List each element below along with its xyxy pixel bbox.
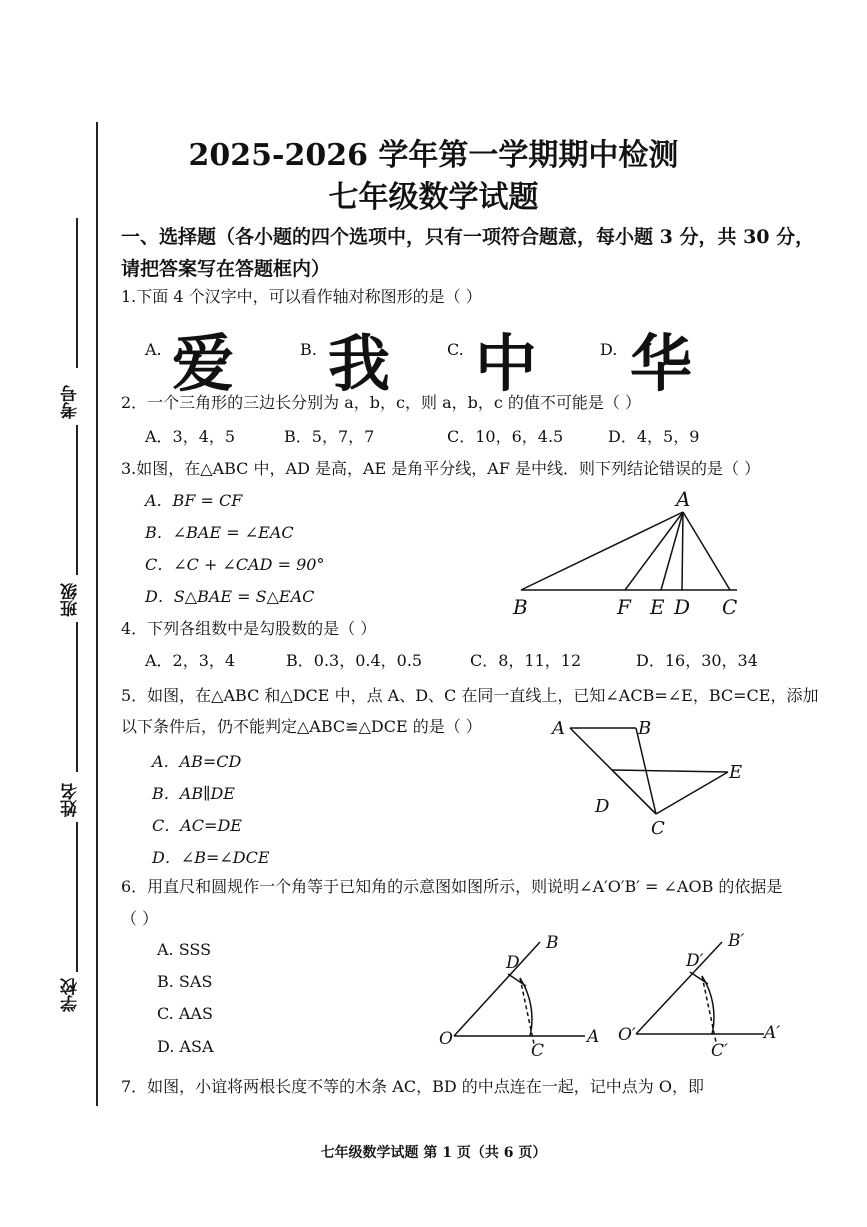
q5-label-c: C: [651, 818, 665, 839]
name-label: 姓名: [61, 783, 81, 817]
q5-option-b: B．AB∥DE: [152, 784, 235, 803]
q6-angle-figure-original: [430, 928, 610, 1064]
q1-option-c-label: C.: [447, 340, 464, 359]
page-footer: 七年级数学试题 第 1 页（共 6 页）: [320, 1145, 547, 1161]
q6-fig2-label-d: D′: [686, 951, 704, 971]
q1-option-d-label: D.: [600, 340, 618, 359]
section-heading: 一、选择题（各小题的四个选项中，只有一项符合题意，每小题 3 分，共 30 分，请把答案写在答题框内）: [121, 226, 815, 280]
q6-fig2-label-c: C′: [711, 1041, 728, 1061]
q3-option-b: B．∠BAE = ∠EAC: [145, 523, 294, 542]
q4-option-a: A．2，3，4: [145, 651, 236, 670]
q1-option-a-char: 爱: [172, 327, 235, 400]
q6-fig2-label-o: O′: [618, 1025, 636, 1045]
q4-stem: 4．下列各组数中是勾股数的是（ ）: [121, 619, 377, 638]
q3-label-a: A: [676, 487, 691, 511]
q3-label-c: C: [722, 595, 738, 619]
q1-option-a-label: A.: [145, 340, 162, 359]
q6-option-d: D. ASA: [157, 1037, 214, 1056]
q2-option-b: B．5，7，7: [284, 427, 375, 446]
q3-label-d: D: [674, 595, 691, 619]
q3-stem: 3.如图，在△ABC 中，AD 是高，AE 是角平分线，AF 是中线．则下列结论错误的是（ ）: [121, 459, 761, 478]
school-line: [76, 822, 78, 972]
q3-label-f: F: [617, 595, 631, 619]
q4-option-b: B．0.3，0.4，0.5: [286, 651, 423, 670]
q2-option-d: D．4，5，9: [608, 427, 700, 446]
q5-label-d: D: [595, 796, 610, 817]
q6-fig2-label-b: B′: [728, 931, 745, 951]
q1-option-c-char: 中: [475, 327, 538, 400]
q1-option-b-char: 我: [328, 327, 391, 400]
q6-stem-line1: 6．用直尺和圆规作一个角等于已知角的示意图如图所示，则说明∠A′O′B′ = ∠AOB 的依据是: [121, 877, 783, 896]
q3-label-b: B: [513, 595, 528, 619]
class-line: [76, 425, 78, 575]
q1-stem: 1.下面 4 个汉字中，可以看作轴对称图形的是（ ）: [121, 287, 482, 306]
q5-stem-line1: 5．如图，在△ABC 和△DCE 中，点 A、D、C 在同一直线上，已知∠ACB=∠E，BC=CE，添加: [121, 686, 819, 705]
q5-triangles-figure: [548, 712, 758, 840]
q6-option-a: A. SSS: [157, 940, 212, 959]
q7-stem: 7．如图，小谊将两根长度不等的木条 AC，BD 的中点连在一起，记中点为 O，即: [121, 1077, 704, 1096]
q2-option-c: C．10，6，4.5: [447, 427, 564, 446]
class-label: 班级: [61, 583, 81, 617]
q6-fig1-label-d: D: [506, 953, 520, 973]
q6-option-c: C. AAS: [157, 1004, 213, 1023]
q5-label-b: B: [638, 718, 652, 739]
exam-no-line: [76, 218, 78, 368]
q1-option-d-char: 华: [630, 327, 693, 400]
q3-label-e: E: [650, 595, 665, 619]
q5-label-e: E: [729, 762, 743, 783]
q5-stem-line2: 以下条件后，仍不能判定△ABC≌△DCE 的是（ ）: [121, 717, 482, 736]
q6-fig2-label-a: A′: [764, 1023, 781, 1043]
q6-angle-figure-copy: [612, 928, 790, 1064]
q6-fig1-label-a: A: [587, 1027, 600, 1047]
q6-fig1-label-c: C: [531, 1041, 545, 1061]
q2-option-a: A．3，4，5: [145, 427, 236, 446]
q6-fig1-label-b: B: [546, 933, 559, 953]
exam-subtitle: 七年级数学试题: [328, 180, 539, 215]
q5-option-c: C．AC=DE: [152, 816, 242, 835]
q4-option-d: D．16，30，34: [636, 651, 758, 670]
q5-label-a: A: [552, 718, 565, 739]
school-label: 学校: [61, 978, 81, 1012]
name-line: [76, 622, 78, 772]
exam-no-label: 考号: [61, 385, 81, 419]
q6-option-b: B. SAS: [157, 972, 213, 991]
q4-option-c: C．8，11，12: [470, 651, 582, 670]
q3-option-d: D．S△BAE = S△EAC: [145, 587, 315, 606]
q2-stem: 2．一个三角形的三边长分别为 a，b，c，则 a，b，c 的值不可能是（ ）: [121, 393, 642, 412]
q5-option-d: D．∠B=∠DCE: [152, 848, 270, 867]
q5-option-a: A．AB=CD: [152, 752, 242, 771]
q3-triangle-figure: [505, 486, 755, 622]
q3-option-c: C．∠C + ∠CAD = 90°: [145, 555, 325, 574]
q6-stem-line2: （ ）: [121, 909, 159, 928]
q6-fig1-label-o: O: [439, 1029, 453, 1049]
q1-option-b-label: B.: [300, 340, 317, 359]
binding-margin-line: [96, 122, 98, 1106]
q3-option-a: A．BF = CF: [145, 491, 243, 510]
exam-title: 2025-2026 学年第一学期期中检测: [188, 138, 679, 173]
